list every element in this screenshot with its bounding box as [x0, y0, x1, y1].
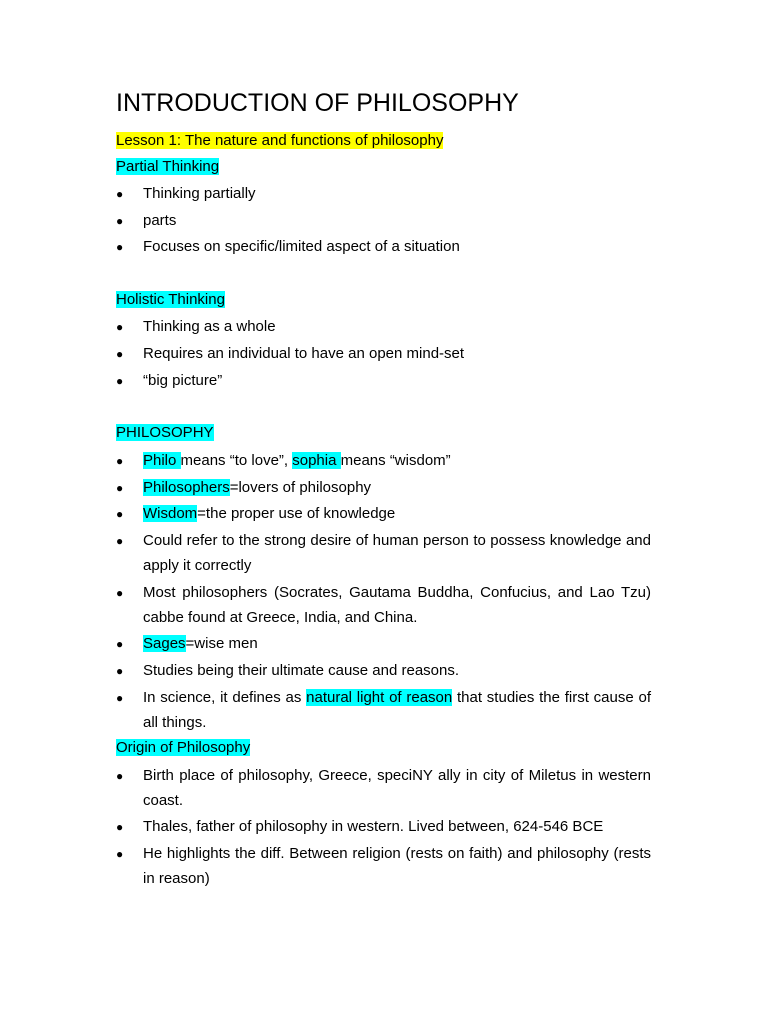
bullet-icon: ●	[116, 534, 124, 548]
list-item-text: Thinking partially	[143, 185, 256, 202]
list-item-text: Thinking as a whole	[143, 318, 276, 335]
lesson-heading-text: Lesson 1: The nature and functions of philosophy	[116, 132, 444, 149]
list-item-text: “big picture”	[143, 372, 223, 389]
bullet-icon: ●	[116, 586, 124, 600]
list-item-text	[143, 504, 651, 524]
plain-text: =the proper use of knowledge	[197, 505, 396, 522]
holistic-thinking-heading	[116, 291, 225, 309]
holistic-thinking-heading-text: Holistic Thinking	[116, 291, 225, 308]
bullet-icon: ●	[116, 691, 124, 705]
bullet-icon: ●	[116, 374, 124, 388]
bullet-icon: ●	[116, 214, 124, 228]
partial-thinking-heading	[116, 158, 219, 176]
highlighted-term: natural light of reason	[306, 689, 453, 706]
list-item-text: Focuses on specific/limited aspect of a situation	[143, 238, 460, 255]
highlighted-term: sophia	[292, 452, 341, 469]
list-item-text: Most philosophers (Socrates, Gautama Buddha, Confucius, and Lao Tzu) cabbe found at Greece, India, and China.	[143, 584, 651, 626]
philosophy-heading-text: PHILOSOPHY	[116, 424, 214, 441]
bullet-icon: ●	[116, 769, 124, 783]
list-item-text: Thales, father of philosophy in western. Lived between, 624-546 BCE	[143, 818, 604, 835]
plain-text: means “to love”,	[180, 452, 293, 469]
plain-text: =wise men	[185, 635, 258, 652]
list-item-text	[143, 451, 651, 471]
origin-heading	[116, 739, 250, 757]
plain-text: In science, it defines as	[143, 689, 307, 706]
lesson-heading	[116, 132, 443, 150]
partial-thinking-heading-text: Partial Thinking	[116, 158, 220, 175]
list-item-text	[143, 634, 651, 654]
list-item-text: Birth place of philosophy, Greece, speciNY ally in city of Miletus in western coast.	[143, 767, 651, 809]
origin-heading-text: Origin of Philosophy	[116, 739, 251, 756]
bullet-icon: ●	[116, 481, 124, 495]
list-item-text	[143, 685, 651, 735]
highlighted-term: Philosophers	[143, 479, 230, 496]
bullet-icon: ●	[116, 637, 124, 651]
list-item-text: He highlights the diff. Between religion (rests on faith) and philosophy (rests in reason)	[143, 845, 651, 887]
bullet-icon: ●	[116, 507, 124, 521]
plain-text: means “wisdom”	[340, 452, 451, 469]
bullet-icon: ●	[116, 320, 124, 334]
bullet-icon: ●	[116, 664, 124, 678]
highlighted-term: Wisdom	[143, 505, 198, 522]
philosophy-heading	[116, 424, 214, 442]
plain-text: that studies the first cause of all things.	[143, 689, 651, 731]
bullet-icon: ●	[116, 454, 124, 468]
highlighted-term: Sages	[143, 635, 186, 652]
bullet-icon: ●	[116, 347, 124, 361]
highlighted-term: Philo	[143, 452, 181, 469]
list-item-text: Studies being their ultimate cause and reasons.	[143, 662, 460, 679]
bullet-icon: ●	[116, 847, 124, 861]
list-item-text: Requires an individual to have an open mind-set	[143, 345, 465, 362]
bullet-icon: ●	[116, 820, 124, 834]
plain-text: =lovers of philosophy	[229, 479, 372, 496]
bullet-icon: ●	[116, 187, 124, 201]
page-title: INTRODUCTION OF PHILOSOPHY	[116, 89, 519, 117]
list-item-text	[143, 478, 651, 498]
list-item-text: parts	[143, 212, 177, 229]
bullet-icon: ●	[116, 240, 124, 254]
list-item-text: Could refer to the strong desire of human person to possess knowledge and apply it correctly	[143, 532, 651, 574]
